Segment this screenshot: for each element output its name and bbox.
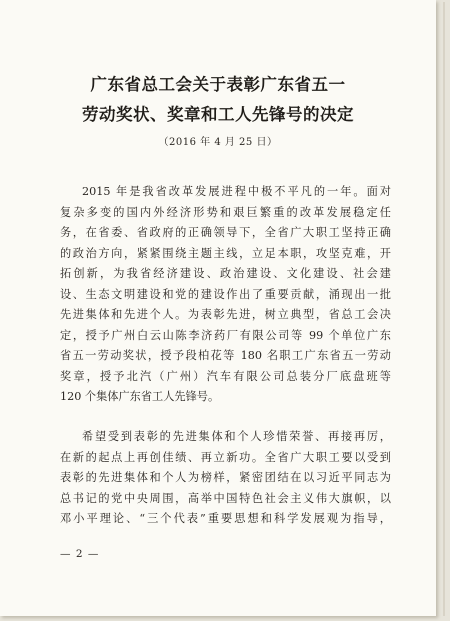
paragraph-2 [60,427,391,530]
paragraph-1-line: 先进集体和先进个人。为表彰先进，树立典型，省总工会决 [60,308,391,321]
paragraph-2-line: 表彰的先进集体和个人为榜样，紧密团结在以习近平同志为 [60,471,391,484]
page-edge-shadow [443,2,445,616]
paragraph-1-line: 120 个集体广东省工人先锋号。 [60,390,220,403]
paragraph-1-line: 的政治方向，紧紧围绕主题主线，立足本职，攻坚克难，开 [60,246,391,260]
paragraph-1-line: 拓创新，为我省经济建设、政治建设、文化建设、社会建 [60,267,391,280]
paragraph-1-line: 省五一劳动奖状，授予段柏花等 180 名职工广东省五一劳动 [60,349,391,362]
document-date: （2016 年 4 月 25 日） [158,137,278,148]
paragraph-1-line: 奖章，授予北汽（广州）汽车有限公司总装分厂底盘班等 [60,369,391,383]
paragraph-2-line: 总书记的党中央周围，高举中国特色社会主义伟大旗帜，以 [60,491,391,505]
paragraph-2-line: 邓小平理论、“三个代表”重要思想和科学发展观为指导， [60,512,391,525]
paragraph-2-line: 希望受到表彰的先进集体和个人珍惜荣誉、再接再厉， [82,430,391,443]
paragraph-1-line: 复杂多变的国内外经济形势和艰巨繁重的改革发展稳定任 [60,205,391,219]
paragraph-1-line: 2015 年是我省改革发展进程中极不平凡的一年。面对 [82,185,391,198]
document-title-line-1: 广东省总工会关于表彰广东省五一 [90,75,346,94]
paragraph-1-line: 定，授予广州白云山陈李济药厂有限公司等 99 个单位广东 [60,328,391,342]
paragraph-2-line: 在新的起点上再创佳绩、再立新功。全省广大职工要以受到 [60,450,391,464]
document-title-line-2: 劳动奖状、奖章和工人先锋号的决定 [82,105,354,124]
page-number: — 2 — [60,548,100,560]
paragraph-1-line: 设、生态文明建设和党的建设作出了重要贡献，涌现出一批 [60,287,391,301]
paragraph-1-line: 务，在省委、省政府的正确领导下，全省广大职工坚持正确 [60,226,391,239]
paragraph-1 [60,182,391,408]
